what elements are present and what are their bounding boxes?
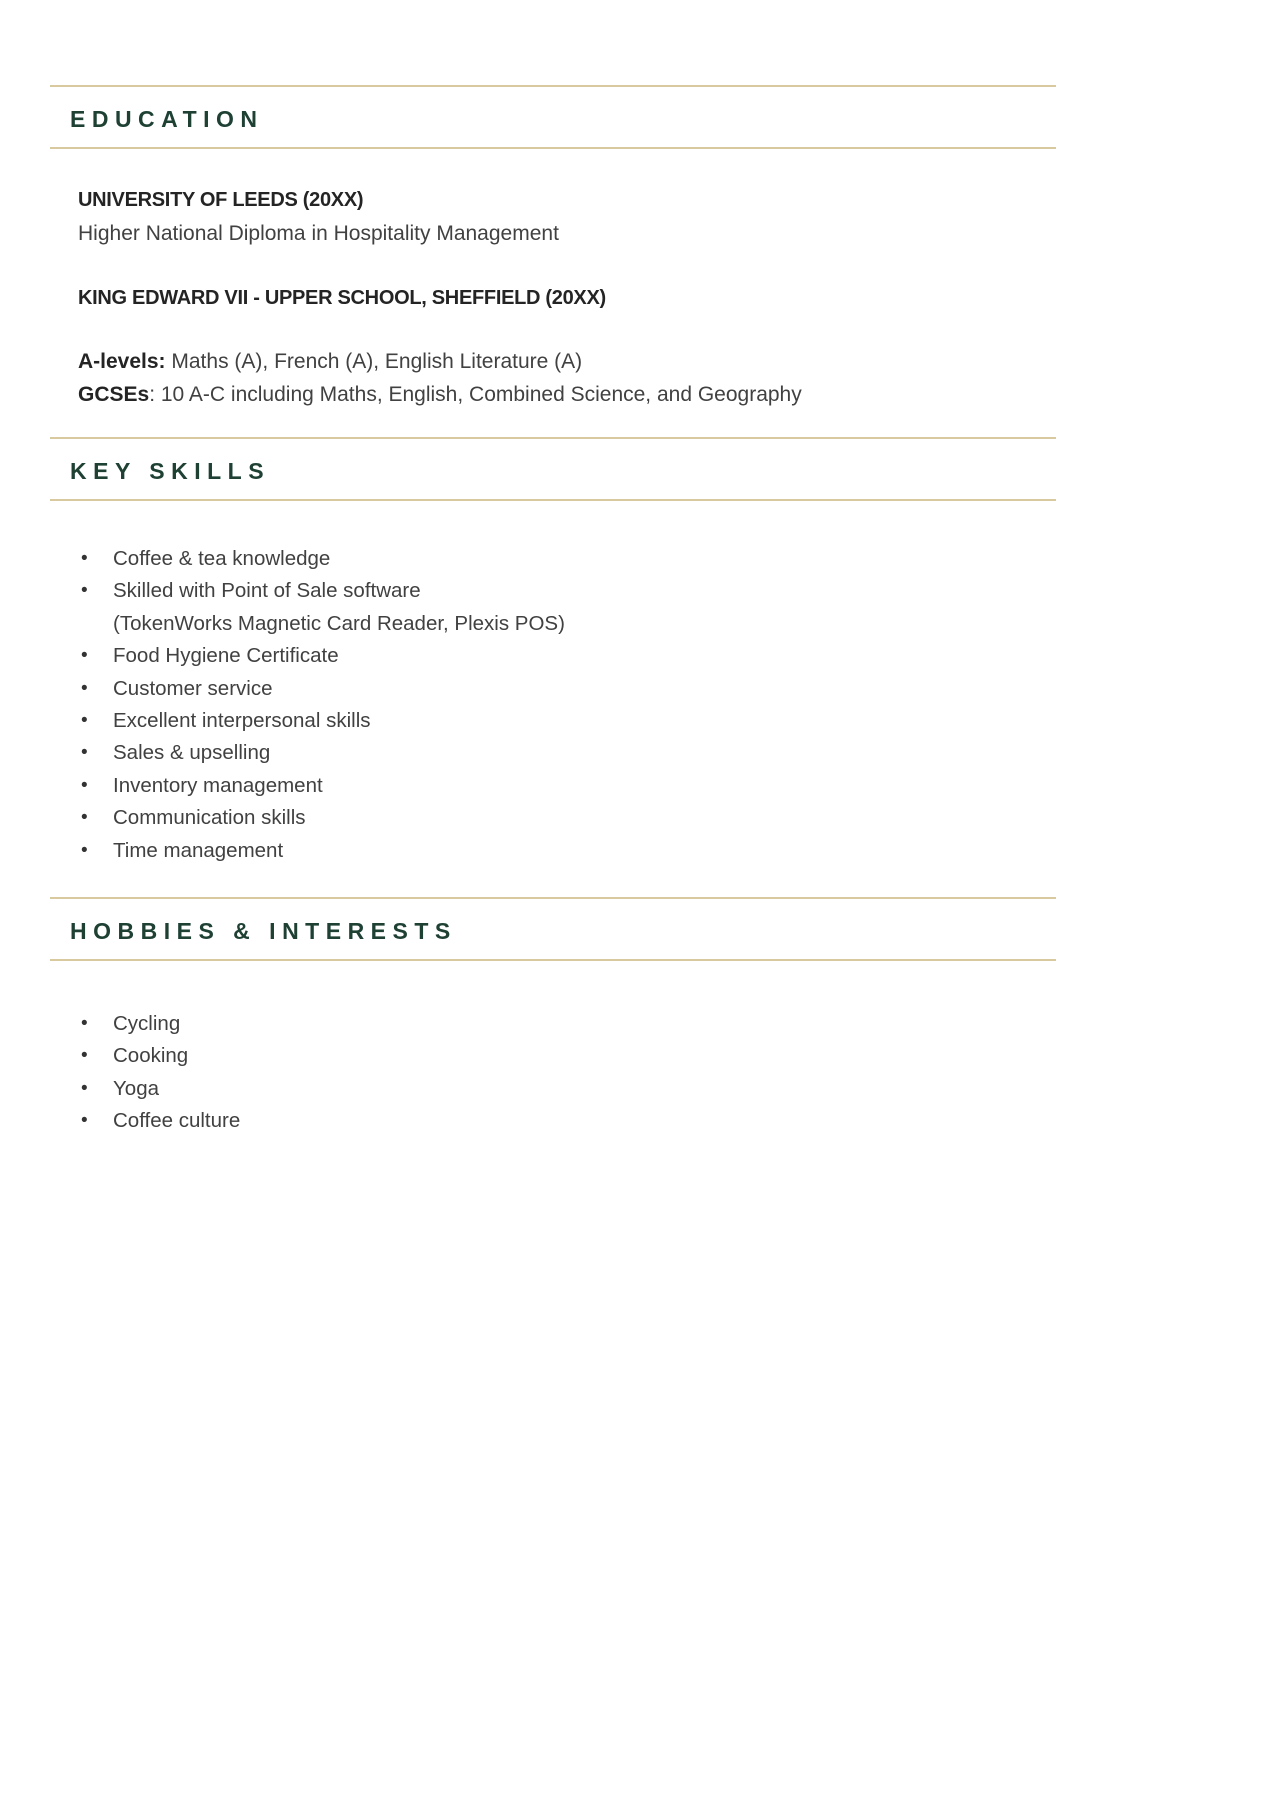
list-item-text: • Skilled with Point of Sale software (113, 579, 421, 603)
a-levels-label: A-levels: (78, 350, 166, 373)
list-item-text: • Excellent interpersonal skills (113, 709, 371, 733)
list-item (50, 1008, 1056, 1040)
list-item-text: • Customer service (113, 676, 273, 700)
key-skills-heading: KEY SKILLS (70, 458, 271, 484)
education-entry-school (78, 286, 1056, 310)
key-skills-rule-bottom (50, 499, 1056, 501)
gcses-value: : 10 A-C including Maths, English, Combined Science, and Geography (149, 382, 802, 406)
list-item (50, 543, 1056, 575)
list-item (50, 1073, 1056, 1105)
education-rule-bottom (50, 147, 1056, 149)
list-item (50, 835, 1056, 867)
hobbies-list (50, 1008, 1056, 1138)
education-section (50, 85, 1056, 411)
list-item (50, 1040, 1056, 1072)
list-item (50, 737, 1056, 769)
list-item-text: • Inventory management (113, 773, 323, 797)
list-item-subtext: (TokenWorks Magnetic Card Reader, Plexis POS) (113, 611, 565, 635)
school-detail: Higher National Diploma in Hospitality Management (78, 222, 559, 245)
a-levels-line (78, 346, 1056, 379)
qualifications-block (78, 346, 1056, 411)
list-item-text: • Sales & upselling (113, 741, 271, 765)
key-skills-list (50, 543, 1056, 867)
school-name: UNIVERSITY OF LEEDS (20XX) (78, 189, 364, 211)
list-item (50, 640, 1056, 672)
key-skills-rule-top (50, 437, 1056, 439)
hobbies-rule-top (50, 897, 1056, 899)
hobbies-rule-bottom (50, 959, 1056, 961)
school-name: KING EDWARD VII - UPPER SCHOOL, SHEFFIELD (20XX) (78, 287, 606, 309)
list-item-text: • Coffee & tea knowledge (113, 547, 331, 570)
list-item (50, 1105, 1056, 1137)
key-skills-section (50, 437, 1056, 867)
list-item-text: • Cycling (113, 1012, 181, 1036)
list-item (50, 770, 1056, 802)
gcses-label: GCSEs (78, 382, 150, 406)
list-item-text: • Communication skills (113, 806, 306, 830)
list-item (50, 575, 1056, 640)
list-item (50, 705, 1056, 737)
list-item-text: • Yoga (113, 1076, 159, 1100)
list-item (50, 802, 1056, 834)
education-heading: EDUCATION (70, 106, 264, 132)
resume-content (50, 0, 1056, 1138)
list-item-text: • Food Hygiene Certificate (113, 644, 339, 668)
list-item-text: • Time management (113, 838, 284, 862)
a-levels-value: Maths (A), French (A), English Literature (A) (165, 350, 583, 373)
gcses-line (78, 379, 1056, 412)
hobbies-heading: HOBBIES & INTERESTS (70, 918, 457, 945)
list-item (50, 673, 1056, 705)
education-rule-top (50, 85, 1056, 87)
list-item-text: • Coffee culture (113, 1109, 241, 1133)
list-item-text: • Cooking (113, 1044, 189, 1068)
education-entry-university (78, 188, 1056, 247)
hobbies-section (50, 897, 1056, 1138)
